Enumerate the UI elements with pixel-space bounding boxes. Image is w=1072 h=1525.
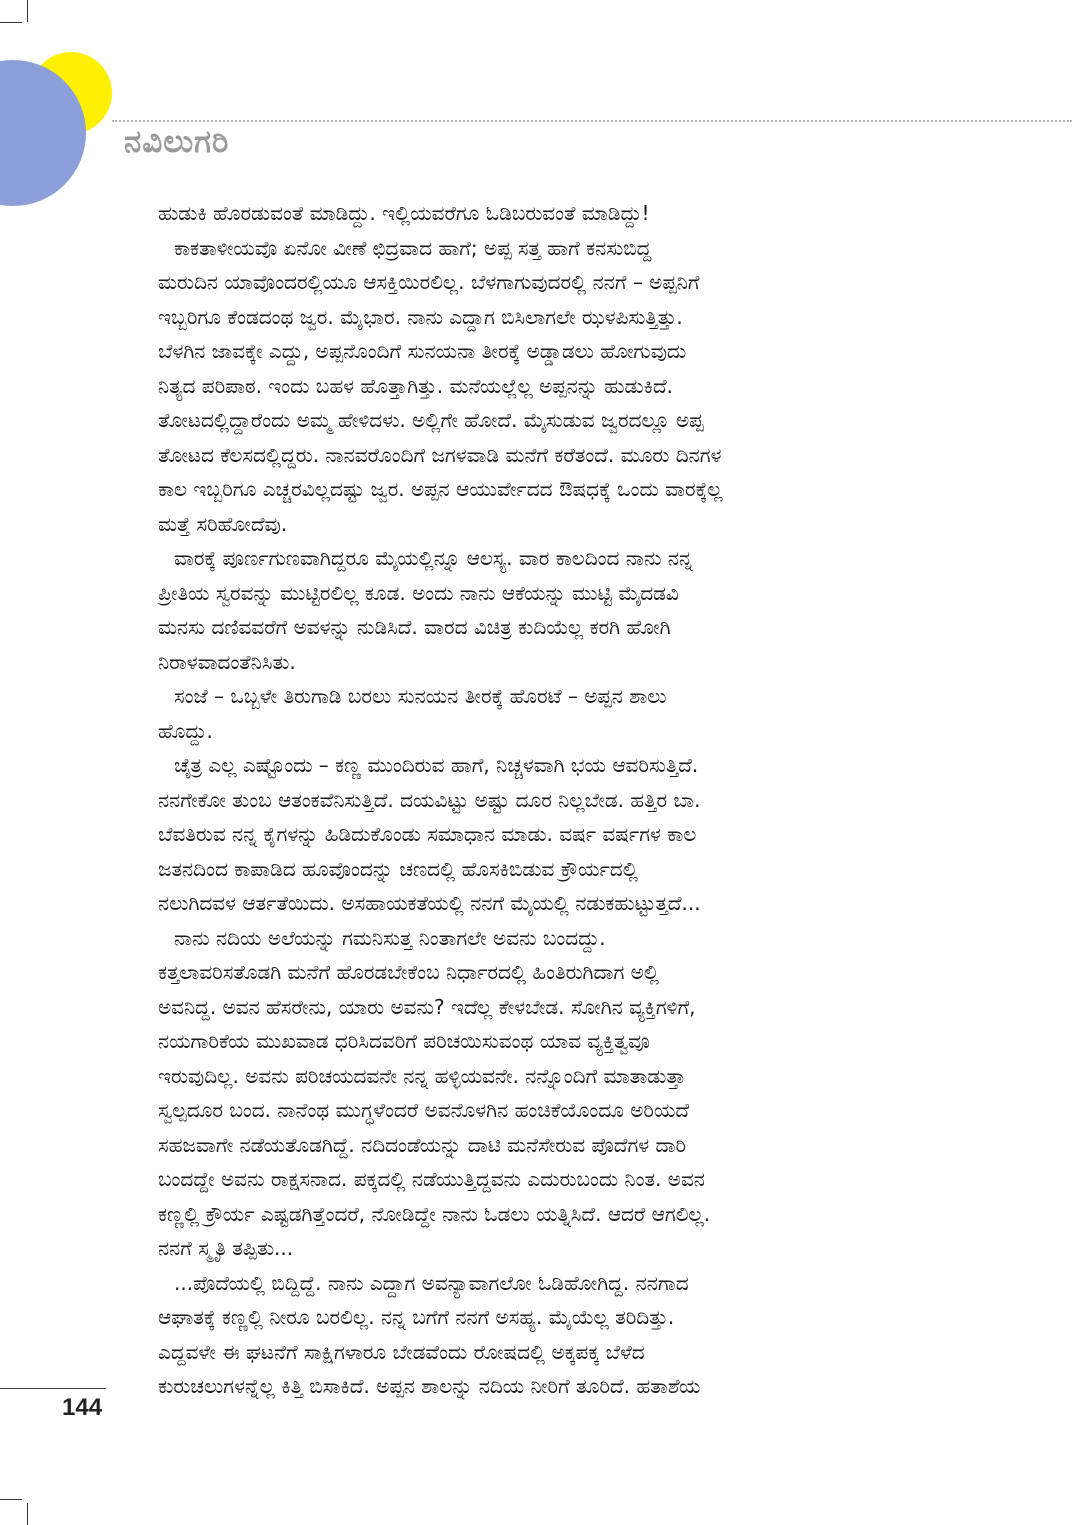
text-line: ಇಬ್ಬರಿಗೂ ಕೆಂಡದಂಥ ಜ್ವರ. ಮೈಭಾರ. ನಾನು ಎದ್ದಾಗ ಬಿಸಿಲಾಗಲೇ ಝಳಪಿಸುತ್ತಿತ್ತು.	[158, 304, 683, 329]
text-line: ನಾನು ನದಿಯ ಅಲೆಯನ್ನು ಗಮನಿಸುತ್ತ ನಿಂತಾಗಲೇ ಅವನು ಬಂದದ್ದು.	[174, 925, 606, 950]
text-line: ಆಘಾತಕ್ಕೆ ಕಣ್ಣಲ್ಲಿ ನೀರೂ ಬರಲಿಲ್ಲ. ನನ್ನ ಬಗೆಗೆ ನನಗೆ ಅಸಹ್ಯ. ಮೈಯೆಲ್ಲ ತರಿದಿತ್ತು.	[158, 1305, 675, 1329]
folio-rule	[0, 1388, 106, 1389]
text-line: ಸ್ವಲ್ಪದೂರ ಬಂದ. ನಾನೆಂಥ ಮುಗ್ಧಳೆಂದರೆ ಅವನೊಳಗಿನ ಹಂಚಿಕೆಯೊಂದೂ ಅರಿಯದೆ	[158, 1098, 690, 1122]
text-line: ಬಂದದ್ದೇ ಅವನು ರಾಕ್ಷಸನಾದ. ಪಕ್ಕದಲ್ಲಿ ನಡೆಯುತ್ತಿದ್ದವನು ಎದುರುಬಂದು ನಿಂತ. ಅವನ	[158, 1167, 705, 1191]
crop-mark-bottom	[0, 1499, 22, 1500]
text-line: ಚೈತ್ರ ಎಲ್ಲ ಎಷ್ಟೊಂದು – ಕಣ್ಣ ಮುಂದಿರುವ ಹಾಗೆ, ನಿಚ್ಚಳವಾಗಿ ಭಯ ಆವರಿಸುತ್ತಿದೆ.	[174, 753, 699, 777]
text-line: ಹುಡುಕಿ ಹೊರಡುವಂತೆ ಮಾಡಿದ್ದು. ಇಲ್ಲಿಯವರೆಗೂ ಓಡಿಬರುವಂತೆ ಮಾಡಿದ್ದು!	[158, 201, 650, 225]
text-line: ಕಾಲ ಇಬ್ಬರಿಗೂ ಎಚ್ಚರವಿಲ್ಲದಷ್ಟು ಜ್ವರ. ಅಪ್ಪನ ಆಯುರ್ವೇದದ ಔಷಧಕ್ಕೆ ಒಂದು ವಾರಕ್ಕೆಲ್ಲ	[158, 477, 723, 501]
crop-mark-top	[0, 22, 22, 23]
text-line: ಕಣ್ಣಲ್ಲಿ ಕ್ರೌರ್ಯ ಎಷ್ಟಡಗಿತ್ತೆಂದರೆ, ನೋಡಿದ್ದೇ ನಾನು ಓಡಲು ಯತ್ನಿಸಿದೆ. ಆದರೆ ಆಗಲಿಲ್ಲ.	[158, 1201, 711, 1226]
text-line: ಕತ್ತಲಾವರಿಸತೊಡಗಿ ಮನೆಗೆ ಹೊರಡಬೇಕೆಂಬ ನಿರ್ಧಾರದಲ್ಲಿ ಹಿಂತಿರುಗಿದಾಗ ಅಲ್ಲಿ	[158, 960, 659, 984]
running-head: ನವಿಲುಗರಿ	[124, 124, 230, 160]
text-line: ಕಾಕತಾಳೀಯವೊ ಏನೋ ವೀಣೆ ಛಿದ್ರವಾದ ಹಾಗೆ; ಅಪ್ಪ ಸತ್ತ ಹಾಗೆ ಕನಸುಬಿದ್ದ	[174, 235, 652, 260]
text-line: ಎದ್ದವಳೇ ಈ ಘಟನೆಗೆ ಸಾಕ್ಷಿಗಳಾರೂ ಬೇಡವೆಂದು ರೋಷದಲ್ಲಿ ಅಕ್ಕಪಕ್ಕ ಬೆಳೆದ	[158, 1339, 645, 1364]
text-line: ವಾರಕ್ಕೆ ಪೂರ್ಣಗುಣವಾಗಿದ್ದರೂ ಮೈಯಲ್ಲಿನ್ನೂ ಆಲಸ್ಯ. ವಾರ ಕಾಲದಿಂದ ನಾನು ನನ್ನ	[174, 546, 693, 570]
text-line: ನನಗೇಕೋ ತುಂಬ ಆತಂಕವೆನಿಸುತ್ತಿದೆ. ದಯವಿಟ್ಟು ಅಷ್ಟು ದೂರ ನಿಲ್ಲಬೇಡ. ಹತ್ತಿರ ಬಾ.	[158, 787, 701, 812]
text-line: ನಿತ್ಯದ ಪರಿಪಾಠ. ಇಂದು ಬಹಳ ಹೊತ್ತಾಗಿತ್ತು. ಮನೆಯಲ್ಲೆಲ್ಲ ಅಪ್ಪನನ್ನು ಹುಡುಕಿದೆ.	[158, 373, 674, 398]
text-line: ತೋಟದ ಕೆಲಸದಲ್ಲಿದ್ದರು. ನಾನವರೊಂದಿಗೆ ಜಗಳವಾಡಿ ಮನೆಗೆ ಕರೆತಂದೆ. ಮೂರು ದಿನಗಳ	[158, 442, 722, 467]
crop-mark-top	[27, 0, 28, 22]
body-text	[158, 196, 908, 1404]
text-line: ತೋಟದಲ್ಲಿದ್ದಾರೆಂದು ಅಮ್ಮ ಹೇಳಿದಳು. ಅಲ್ಲಿಗೇ ಹೋದೆ. ಮೈಸುಡುವ ಜ್ವರದಲ್ಲೂ ಅಪ್ಪ	[158, 408, 704, 432]
text-line: ಸಂಜೆ – ಒಬ್ಬಳೇ ತಿರುಗಾಡಿ ಬರಲು ಸುನಯನ ತೀರಕ್ಕೆ ಹೊರಟೆ – ಅಪ್ಪನ ಶಾಲು	[174, 684, 667, 708]
text-line: ನಿರಾಳವಾದಂತೆನಿಸಿತು.	[158, 649, 296, 674]
text-line: ಬೆವತಿರುವ ನನ್ನ ಕೈಗಳನ್ನು ಹಿಡಿದುಕೊಂಡು ಸಮಾಧಾನ ಮಾಡು. ವರ್ಷ ವರ್ಷಗಳ ಕಾಲ	[158, 822, 697, 846]
text-line: ನಯಗಾರಿಕೆಯ ಮುಖವಾಡ ಧರಿಸಿದವರಿಗೆ ಪರಿಚಯಿಸುವಂಥ ಯಾವ ವ್ಯಕ್ತಿತ್ವವೂ	[158, 1029, 650, 1053]
text-line: ...ಪೊದೆಯಲ್ಲಿ ಬಿದ್ದಿದ್ದೆ. ನಾನು ಎದ್ದಾಗ ಅವನ್ಯಾವಾಗಲೋ ಓಡಿಹೋಗಿದ್ದ. ನನಗಾದ	[174, 1270, 689, 1295]
text-line: ಬೆಳಗಿನ ಜಾವಕ್ಕೇ ಎದ್ದು, ಅಪ್ಪನೊಂದಿಗೆ ಸುನಯನಾ ತೀರಕ್ಕೆ ಅಡ್ಡಾಡಲು ಹೋಗುವುದು	[158, 339, 687, 363]
page-number: 144	[62, 1394, 103, 1421]
header-dotted-rule	[112, 120, 1072, 122]
text-line: ನಲುಗಿದವಳ ಆರ್ತತೆಯಿದು. ಅಸಹಾಯಕತೆಯಲ್ಲಿ ನನಗೆ ಮೈಯಲ್ಲಿ ನಡುಕಹುಟ್ಟುತ್ತದೆ...	[158, 891, 701, 915]
text-line: ಅವನಿದ್ದ. ಅವನ ಹೆಸರೇನು, ಯಾರು ಅವನು? ಇದೆಲ್ಲ ಕೇಳಬೇಡ. ಸೋಗಿನ ವ್ಯಕ್ತಿಗಳಿಗೆ,	[158, 994, 696, 1019]
text-line: ನನಗೆ ಸ್ಮೃತಿ ತಪ್ಪಿತು...	[158, 1236, 294, 1260]
text-line: ಕುರುಚಲುಗಳನ್ನೆಲ್ಲ ಕಿತ್ತಿ ಬಿಸಾಕಿದೆ. ಅಪ್ಪನ ಶಾಲನ್ನು ನದಿಯ ನೀರಿಗೆ ತೂರಿದೆ. ಹತಾಶೆಯ	[158, 1374, 701, 1398]
text-line: ಇರುವುದಿಲ್ಲ. ಅವನು ಪರಿಚಯದವನೇ ನನ್ನ ಹಳ್ಳಿಯವನೇ. ನನ್ನೊಂದಿಗೆ ಮಾತಾಡುತ್ತಾ	[158, 1063, 686, 1088]
crop-mark-bottom	[27, 1503, 28, 1525]
text-line: ಮತ್ತೆ ಸರಿಹೋದೆವು.	[158, 511, 288, 536]
text-line: ಮರುದಿನ ಯಾವೊಂದರಲ್ಲಿಯೂ ಆಸಕ್ತಿಯಿರಲಿಲ್ಲ. ಬೆಳಗಾಗುವುದರಲ್ಲಿ ನನಗೆ – ಅಪ್ಪನಿಗೆ	[158, 270, 700, 294]
text-line: ಜತನದಿಂದ ಕಾಪಾಡಿದ ಹೂವೊಂದನ್ನು ಚಣದಲ್ಲಿ ಹೊಸಕಿಬಿಡುವ ಕ್ರೌರ್ಯದಲ್ಲಿ	[158, 856, 638, 881]
text-line: ಹೊದ್ದು.	[158, 718, 213, 743]
text-line: ಪ್ರೀತಿಯ ಸ್ವರವನ್ನು ಮುಟ್ಟಿರಲಿಲ್ಲ ಕೂಡ. ಅಂದು ನಾನು ಆಕೆಯನ್ನು ಮುಟ್ಟಿ ಮೈದಡವಿ	[158, 580, 679, 605]
text-line: ಸಹಜವಾಗೇ ನಡೆಯತೊಡಗಿದ್ದೆ. ನದಿದಂಡೆಯನ್ನು ದಾಟಿ ಮನೆಸೇರುವ ಪೊದೆಗಳ ದಾರಿ	[158, 1132, 687, 1157]
text-line: ಮನಸು ದಣಿವವರೆಗೆ ಅವಳನ್ನು ನುಡಿಸಿದೆ. ವಾರದ ವಿಚಿತ್ರ ಕುದಿಯೆಲ್ಲ ಕರಗಿ ಹೋಗಿ	[158, 615, 671, 639]
